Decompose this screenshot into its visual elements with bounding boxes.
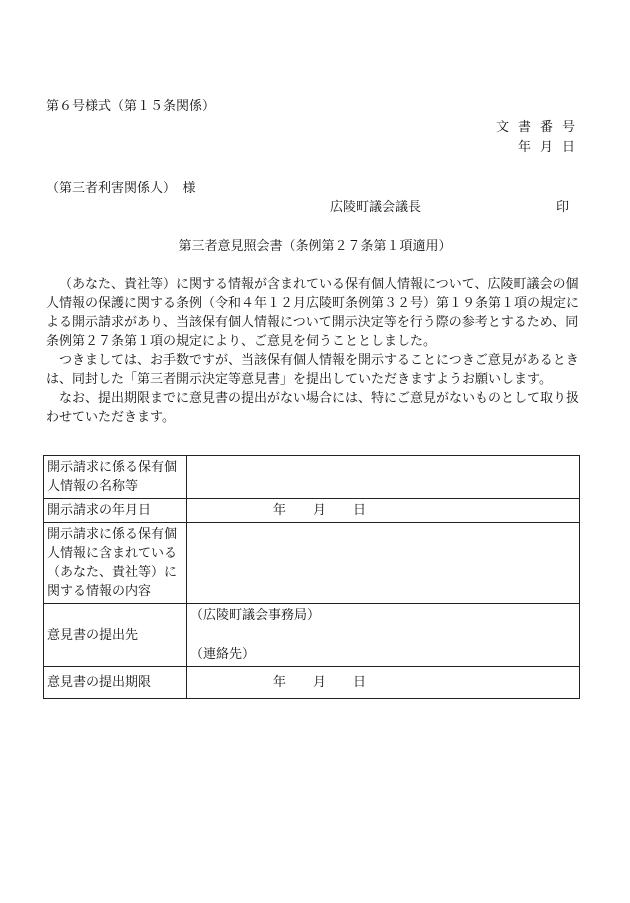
body-text xyxy=(46,275,584,427)
table-row xyxy=(44,456,580,499)
document-date-label: 年月日 xyxy=(517,140,584,155)
row-value-request-date[interactable] xyxy=(187,499,580,523)
row-label-info-content: 開示請求に係る保有個人情報に含まれている（あなた、貴社等）に関する情報の内容 xyxy=(44,523,187,604)
date-month: 月 xyxy=(313,675,327,690)
seal-mark: 印 xyxy=(556,200,570,215)
row-label-info-name: 開示請求に係る保有個人情報の名称等 xyxy=(44,456,187,499)
body-paragraph: （あなた、貴社等）に関する情報が含まれている保有個人情報について、広陵町議会の個人情報の保護に関する条例（令和４年１２月広陵町条例第３２号）第１９条第１項の規定による開示請求があり、当該保有個人情報について開示決定等を行う際の参考とするため、同条例第２７条第１項の規定により、ご意見を伺うこととしました。 xyxy=(46,277,580,349)
document-number-label: 文書番号 xyxy=(495,120,584,135)
body-paragraph: つきましては、お手数ですが、当該保有個人情報を開示することにつきご意見があるときは、同封した「第三者開示決定等意見書」を提出していただきますようお願いします。 xyxy=(46,353,579,387)
row-label-request-date: 開示請求の年月日 xyxy=(44,499,187,523)
destination-office: （広陵町議会事務局） xyxy=(190,608,321,623)
info-table xyxy=(43,455,580,699)
table-row xyxy=(44,523,580,604)
sender: 広陵町議会議長 xyxy=(330,200,422,215)
row-value-submission-destination[interactable] xyxy=(187,604,580,667)
table-row xyxy=(44,604,580,667)
destination-contact: （連絡先） xyxy=(190,647,256,662)
recipient: （第三者利害関係人） 様 xyxy=(46,181,196,196)
document-title: 第三者意見照会書（条例第２７条第１項適用） xyxy=(178,239,452,254)
body-paragraph: なお、提出期限までに意見書の提出がない場合には、特にご意見がないものとして取り扱わせていただきます。 xyxy=(46,391,580,425)
date-year: 年 xyxy=(273,503,287,518)
table-row xyxy=(44,667,580,699)
row-label-deadline: 意見書の提出期限 xyxy=(44,667,187,699)
row-value-deadline[interactable] xyxy=(187,667,580,699)
row-label-submission-destination: 意見書の提出先 xyxy=(44,604,187,667)
date-month: 月 xyxy=(313,503,327,518)
form-number: 第６号様式（第１５条関係） xyxy=(46,99,216,114)
table-row xyxy=(44,499,580,523)
row-value-info-content[interactable] xyxy=(187,523,580,604)
date-year: 年 xyxy=(273,675,287,690)
row-value-info-name[interactable] xyxy=(187,456,580,499)
date-day: 日 xyxy=(353,675,367,690)
date-day: 日 xyxy=(353,503,367,518)
